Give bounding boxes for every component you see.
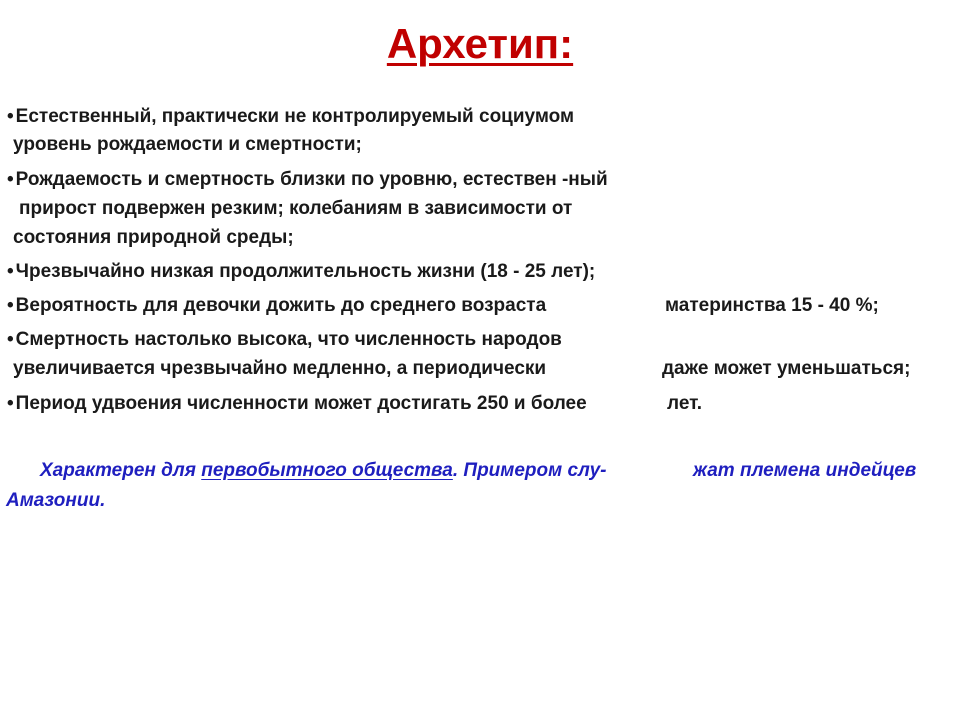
bullet-marker: • [7,329,14,350]
bullet-5-text-1: Смертность настолько высока, что численность народов [15,329,562,350]
bullet-5-line-2-tail [662,357,910,381]
bullet-3-line-1 [7,260,595,284]
bullet-marker: • [7,295,14,316]
bullet-5-line-1 [7,328,562,352]
bullet-6-line-1 [7,392,587,416]
bullet-1-text-2: уровень рождаемости и смертности; [13,134,362,155]
bullet-2-text-3: состояния природной среды; [13,227,294,248]
bullet-4-line-1 [7,294,546,318]
note-end: жат племена индейцев [693,460,917,481]
bullet-2-line-2 [19,197,572,221]
bullet-5-line-2 [13,357,546,381]
bullet-marker: • [7,393,14,414]
note-middle: . Примером слу- [452,460,607,481]
bullet-1-text-1: Естественный, практически не контролируемый социумом [15,106,575,127]
note-line-1-tail [693,459,916,483]
note-line-2 [6,489,105,513]
bullet-marker: • [7,169,14,190]
note-line-1 [40,459,606,483]
bullet-5-text-2b: даже может уменьшаться; [662,358,911,379]
bullet-2-line-1 [7,168,608,192]
bullet-5-text-2a: увеличивается чрезвычайно медленно, а периодически [13,358,547,379]
slide-title: Архетип: [386,20,574,67]
bullet-1-line-1 [7,105,574,129]
bullet-1-line-2 [13,133,362,157]
bullet-3-text-1: Чрезвычайно низкая продолжительность жизни (18 - 25 лет); [15,261,596,282]
note-prefix: Характерен для [40,460,202,481]
bullet-2-line-3 [13,226,294,250]
bullet-2-text-1: Рождаемость и смертность близки по уровню, естествен -ный [15,169,608,190]
bullet-6-line-1-tail [667,392,702,416]
bullet-6-text-b: лет. [667,393,703,414]
bullet-marker: • [7,106,14,127]
bullet-4-line-1-tail [665,294,879,318]
note-line-2-text: Амазонии. [6,490,106,511]
note-link-primitive-society[interactable]: первобытного общества [201,460,453,481]
bullet-marker: • [7,261,14,282]
bullet-4-text-b: материнства 15 - 40 %; [665,295,879,316]
bullet-4-text-a: Вероятность для девочки дожить до среднего возраста [15,295,547,316]
bullet-2-text-2: прирост подвержен резким; колебаниям в зависимости от [19,198,573,219]
bullet-6-text-a: Период удвоения численности может достигать 250 и более [15,393,587,414]
